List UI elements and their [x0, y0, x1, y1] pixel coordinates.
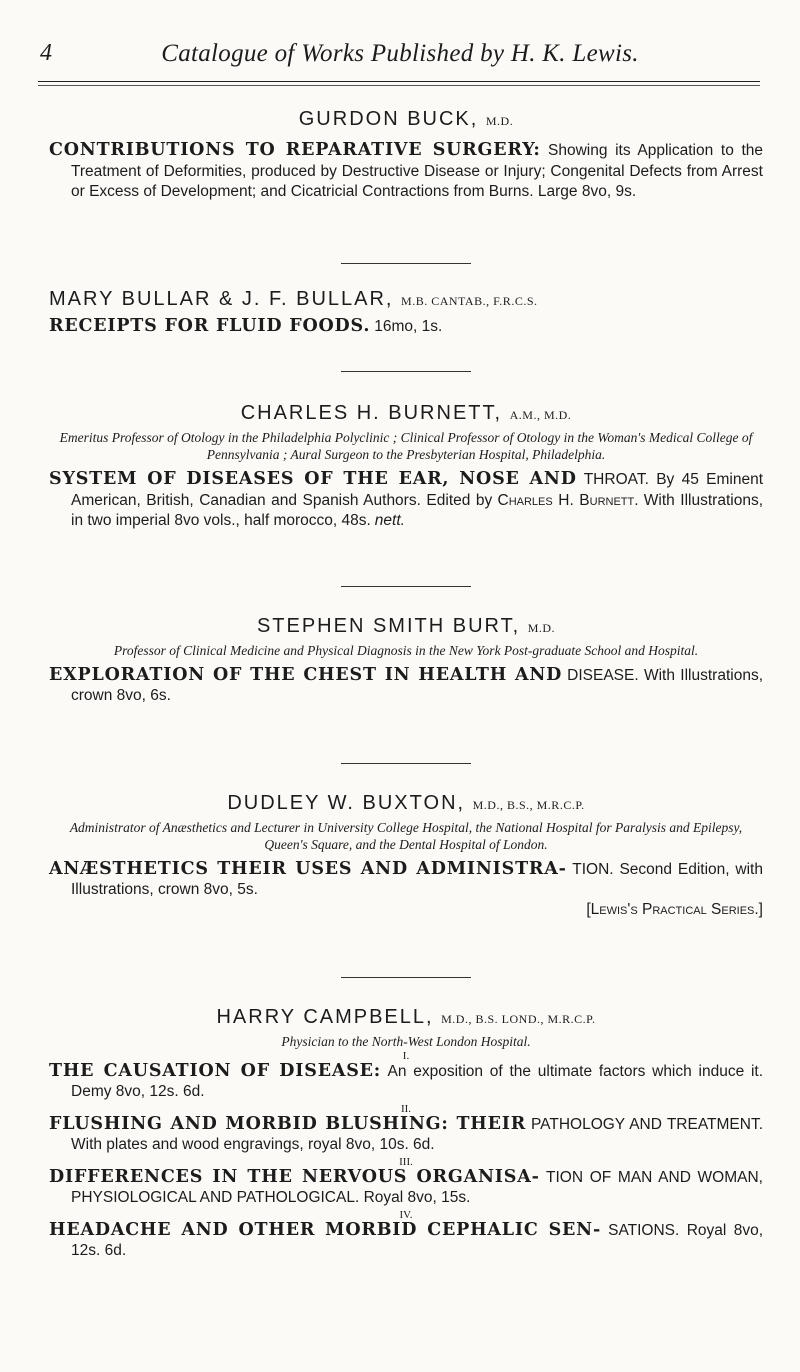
work-item: [49, 1061, 763, 1103]
work-item: [49, 469, 763, 532]
header-rule: [38, 81, 760, 86]
author-label: STEPHEN SMITH BURT,: [256, 614, 521, 637]
entry-harry-campbell: [49, 1004, 763, 1262]
work-details: 16mo, 1s.: [374, 317, 443, 335]
work-details: An exposition of the ultimate factors which induce it. Demy 8vo, 12s. 6d.: [71, 1062, 764, 1100]
work-details: THROAT. By 45 Eminent American, British, Canadian and Spanish Authors. Edited by: [71, 471, 764, 509]
author-label: MARY BULLAR & J. F. BULLAR,: [49, 287, 394, 310]
author-name: [49, 286, 763, 314]
work-title: EXPLORATION OF THE CHEST IN HEALTH AND: [49, 664, 563, 685]
catalogue-content: [49, 96, 763, 1262]
author-degrees: M.D., B.S. LOND., M.R.C.P.: [441, 1011, 596, 1026]
author-name: [49, 1004, 763, 1032]
author-label: HARRY CAMPBELL,: [216, 1005, 434, 1028]
author-name: [49, 106, 763, 134]
series-note: [Lewis's Practical Series.]: [586, 900, 763, 918]
work-title: ANÆSTHETICS THEIR USES AND ADMINISTRA-: [49, 858, 567, 879]
price-nett: nett.: [374, 512, 405, 529]
entry-gurdon-buck: [49, 106, 763, 203]
work-title: HEADACHE AND OTHER MORBID CEPHALIC SEN-: [49, 1219, 602, 1240]
section-divider: [341, 263, 471, 264]
work-title: THE CAUSATION OF DISEASE:: [49, 1060, 382, 1081]
work-details: TION. Second Edition, with Illustrations, crown 8vo, 5s.: [71, 860, 763, 898]
running-title: Catalogue of Works Published by H. K. Lewis.: [161, 40, 639, 67]
work-item: [49, 665, 763, 707]
work-numeral: I.: [402, 1049, 410, 1062]
author-name: [49, 790, 763, 818]
work-details-end: With Illustrations, in two imperial 8vo vols., half morocco, 48s.: [71, 491, 764, 529]
section-divider: [341, 371, 471, 372]
author-description: Professor of Clinical Medicine and Physical Diagnosis in the New York Post-graduate School and Hospital.: [113, 642, 699, 658]
work-numeral: II.: [400, 1102, 412, 1115]
work-item: [49, 1220, 763, 1262]
work-item: [49, 1114, 763, 1156]
author-degrees: M.D., B.S., M.R.C.P.: [472, 797, 585, 812]
entry-dudley-buxton: [49, 790, 763, 919]
work-editor: Charles H. Burnett.: [497, 491, 639, 509]
work-title: FLUSHING AND MORBID BLUSHING: THEIR: [49, 1113, 527, 1134]
author-name: [49, 400, 763, 428]
entry-bullar: [49, 286, 763, 338]
work-details: Showing its Application to the Treatment of Deformities, produced by Destructive Disease or Injury; Congenital Defects from Arrest or Excess of Development; and Cicatricial Contractions from Burns. Large 8vo, 9s.: [71, 142, 764, 200]
author-degrees: M.B. CANTAB., F.R.C.S.: [401, 293, 538, 308]
work-details: TION OF MAN AND WOMAN, PHYSIOLOGICAL AND PATHOLOGICAL. Royal 8vo, 15s.: [71, 1168, 763, 1206]
author-name: [49, 613, 763, 641]
running-head: [40, 40, 760, 70]
work-details: PATHOLOGY AND TREATMENT. With plates and wood engravings, royal 8vo, 10s. 6d.: [71, 1115, 763, 1153]
work-title: SYSTEM OF DISEASES OF THE EAR, NOSE AND: [49, 469, 577, 489]
author-label: DUDLEY W. BUXTON,: [227, 791, 466, 814]
section-divider: [341, 763, 471, 764]
work-numeral: III.: [399, 1155, 413, 1168]
author-description: Emeritus Professor of Otology in the Philadelphia Polyclinic ; Clinical Professor of Otology in the Woman's Medical College of Pennsylvania ; Aural Surgeon to the Presbyterian Hospital, Philadelphia.: [59, 430, 753, 462]
author-description: Physician to the North-West London Hospital.: [281, 1033, 531, 1049]
work-details: DISEASE. With Illustrations, crown 8vo, 6s.: [71, 666, 763, 704]
work-details: SATIONS. Royal 8vo, 12s. 6d.: [71, 1221, 764, 1259]
work-numeral: IV.: [399, 1208, 413, 1221]
work-title: CONTRIBUTIONS TO REPARATIVE SURGERY:: [49, 140, 541, 160]
section-divider: [341, 586, 471, 587]
author-degrees: M.D.: [527, 620, 556, 635]
work-item: [49, 140, 763, 203]
author-degrees: A.M., M.D.: [509, 408, 572, 422]
work-item: [49, 316, 763, 338]
work-item: [49, 859, 763, 901]
work-title: RECEIPTS FOR FLUID FOODS.: [49, 315, 371, 336]
entry-charles-burnett: [49, 400, 763, 532]
author-label: CHARLES H. BURNETT,: [240, 402, 503, 424]
section-divider: [341, 977, 471, 978]
author-degrees: M.D.: [485, 114, 514, 128]
page-number: 4: [40, 40, 52, 66]
work-item: [49, 1167, 763, 1209]
work-title: DIFFERENCES IN THE NERVOUS ORGANISA-: [49, 1166, 540, 1187]
entry-stephen-burt: [49, 613, 763, 707]
author-label: GURDON BUCK,: [298, 108, 479, 130]
author-description: Administrator of Anæsthetics and Lecturer in University College Hospital, the National Hospital for Paralysis and Epilepsy, Queen's Square, and the Dental Hospital of London.: [69, 819, 743, 852]
